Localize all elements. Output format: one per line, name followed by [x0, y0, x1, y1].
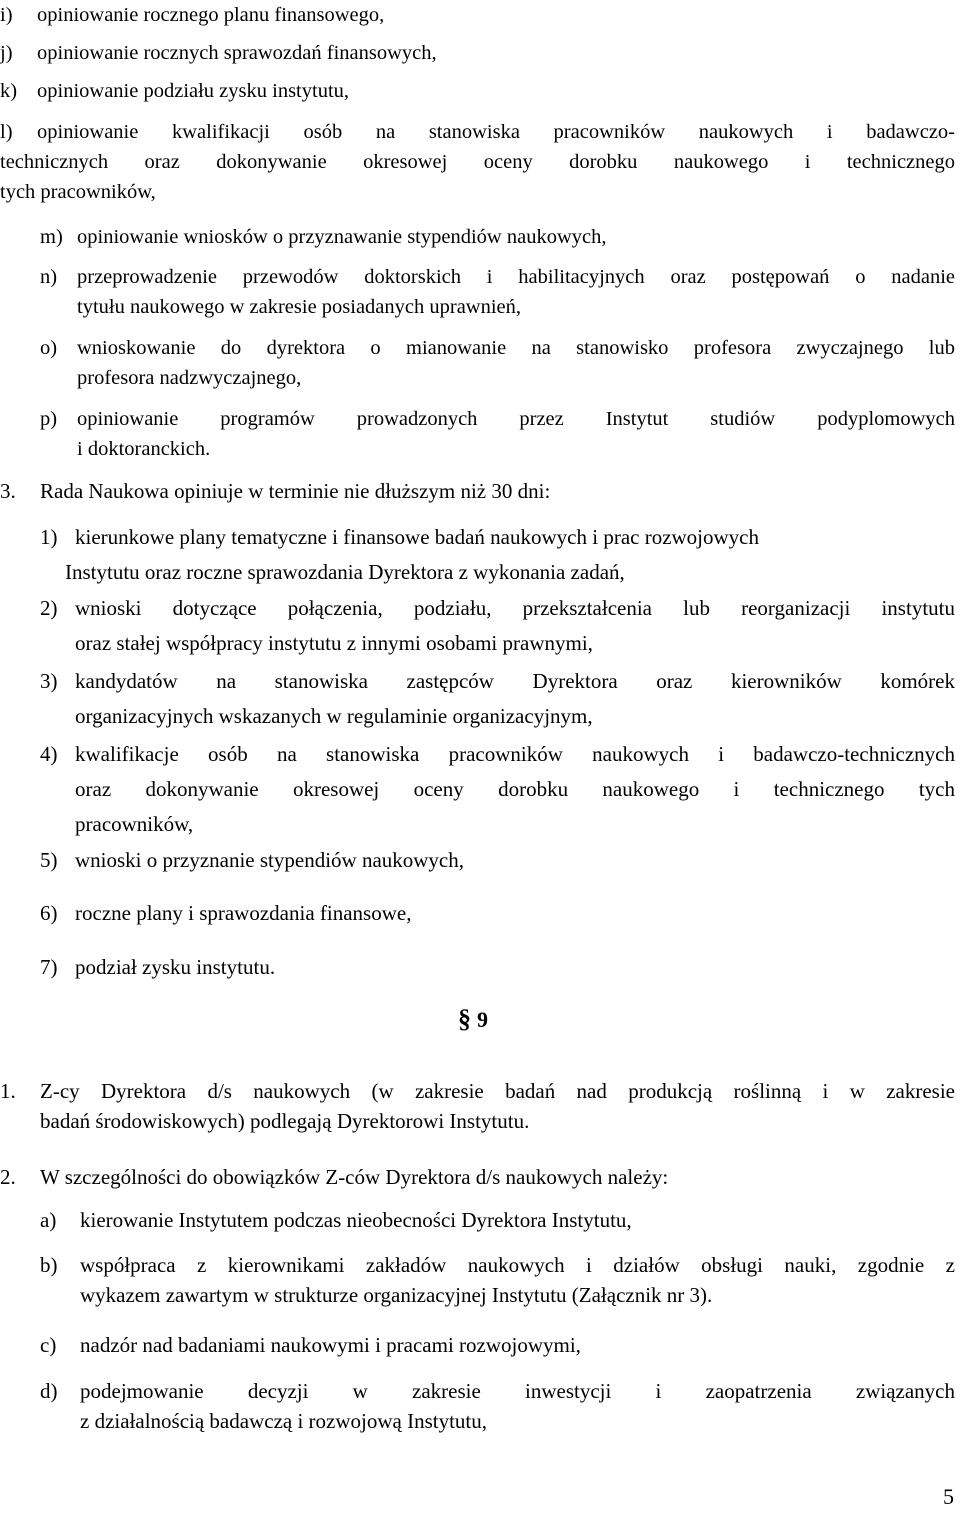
- list-item-text: oraz dokonywanie okresowej oceny dorobku naukowego i technicznego tych: [75, 777, 955, 801]
- list-item-text: kandydatów na stanowiska zastępców Dyrektora oraz kierowników komórek: [75, 669, 955, 693]
- list-marker: a): [40, 1208, 57, 1232]
- list-item-text: Instytutu oraz roczne sprawozdania Dyrektora z wykonania zadań,: [65, 560, 625, 584]
- list-item-text: wykazem zawartym w strukturze organizacyjnej Instytutu (Załącznik nr 3).: [80, 1283, 713, 1307]
- list-item-text: opiniowanie podziału zysku instytutu,: [37, 80, 350, 102]
- list-item-text: nadzór nad badaniami naukowymi i pracami rozwojowymi,: [80, 1333, 581, 1357]
- list-item-text: wnioski dotyczące połączenia, podziału, przekształcenia lub reorganizacji instytutu: [75, 596, 955, 620]
- list-item-5: [0, 843, 955, 878]
- paragraph-text: badań środowiskowych) podlegają Dyrektorowi Instytutu.: [40, 1109, 530, 1133]
- list-item-text: tych pracowników,: [0, 181, 156, 203]
- list-item-text: technicznych oraz dokonywanie okresowej oceny dorobku naukowego i technicznego: [0, 151, 955, 173]
- list-item-text: profesora nadzwyczajnego,: [77, 367, 302, 389]
- section-number: 9: [477, 1007, 488, 1032]
- list-item-n: [40, 262, 955, 322]
- list-item-l: [0, 117, 955, 207]
- list-item-text: kierunkowe plany tematyczne i finansowe badań naukowych i prac rozwojowych: [75, 525, 760, 549]
- list-item-text: opiniowanie rocznego planu finansowego,: [37, 4, 385, 26]
- list-marker: n): [40, 266, 58, 288]
- list-marker: i): [0, 4, 13, 26]
- list-marker: 7): [40, 955, 58, 979]
- list-item-text: opiniowanie programów prowadzonych przez Instytut studiów podyplomowych: [77, 408, 955, 430]
- section-symbol: §: [458, 1004, 471, 1033]
- list-marker: 6): [40, 901, 58, 925]
- list-item-a: [40, 1205, 955, 1235]
- list-item-text: wnioskowanie do dyrektora o mianowanie na stanowisko profesora zwyczajnego lub: [77, 337, 955, 359]
- list-item-text: roczne plany i sprawozdania finansowe,: [75, 901, 412, 925]
- list-item-m: [40, 222, 955, 252]
- list-item-text: podział zysku instytutu.: [75, 955, 276, 979]
- list-item-i: [0, 0, 960, 30]
- list-item-2: [0, 591, 955, 661]
- list-item-text: organizacyjnych wskazanych w regulaminie organizacyjnym,: [75, 704, 593, 728]
- list-marker: l): [0, 121, 13, 143]
- list-marker: 1.: [0, 1079, 16, 1103]
- section-point-3: [0, 474, 955, 509]
- list-marker: o): [40, 337, 58, 359]
- list-item-d: [40, 1376, 955, 1436]
- list-item-text: z działalnością badawczą i rozwojową Instytutu,: [80, 1409, 488, 1433]
- list-item-text: tytułu naukowego w zakresie posiadanych uprawnień,: [77, 296, 522, 318]
- list-item-text: i doktoranckich.: [77, 438, 211, 460]
- list-marker: k): [0, 80, 18, 102]
- list-marker: 2): [40, 596, 58, 620]
- list-marker: c): [40, 1333, 57, 1357]
- list-marker: 2.: [0, 1165, 16, 1189]
- list-item-j: [0, 38, 960, 68]
- list-marker: p): [40, 408, 58, 430]
- list-item-o: [40, 333, 955, 393]
- list-item-k: [0, 76, 960, 106]
- list-item-6: [0, 896, 955, 931]
- list-item-text: opiniowanie rocznych sprawozdań finansowych,: [37, 42, 437, 64]
- list-item-text: kwalifikacje osób na stanowiska pracowników naukowych i badawczo-technicznych: [75, 742, 955, 766]
- list-item-3: [0, 664, 955, 734]
- list-item-text: pracowników,: [75, 812, 194, 836]
- list-item-4: [0, 737, 955, 842]
- paragraph-text: W szczególności do obowiązków Z-ców Dyrektora d/s naukowych należy:: [40, 1165, 669, 1189]
- list-item-7: [0, 950, 955, 985]
- list-item-p: [40, 404, 955, 464]
- list-marker: 3.: [0, 479, 16, 503]
- list-marker: d): [40, 1379, 58, 1403]
- list-item-text: współpraca z kierownikami zakładów naukowych i działów obsługi nauki, zgodnie z: [80, 1253, 955, 1277]
- list-marker: j): [0, 42, 13, 64]
- list-marker: 5): [40, 848, 58, 872]
- list-item-text: przeprowadzenie przewodów doktorskich i habilitacyjnych oraz postępowań o nadanie: [77, 266, 955, 288]
- list-marker: 4): [40, 742, 58, 766]
- list-item-text: opiniowanie wniosków o przyznawanie stypendiów naukowych,: [77, 226, 607, 248]
- list-item-text: podejmowanie decyzji w zakresie inwestycji i zaopatrzenia związanych: [80, 1379, 955, 1403]
- list-item-1: [0, 520, 955, 590]
- list-item-text: opiniowanie kwalifikacji osób na stanowiska pracowników naukowych i badawczo-: [37, 121, 955, 143]
- list-marker: 1): [40, 525, 58, 549]
- list-item-c: [40, 1330, 955, 1360]
- paragraph-2: [0, 1162, 955, 1192]
- list-marker: b): [40, 1253, 58, 1277]
- list-item-b: [40, 1250, 955, 1310]
- list-item-text: wnioski o przyznanie stypendiów naukowych,: [75, 848, 465, 872]
- paragraph-1: [0, 1076, 955, 1136]
- page-number: 5: [943, 1484, 954, 1509]
- section-heading: [458, 1004, 488, 1034]
- point-text: Rada Naukowa opiniuje w terminie nie dłuższym niż 30 dni:: [40, 479, 551, 503]
- list-marker: 3): [40, 669, 58, 693]
- list-marker: m): [40, 226, 63, 248]
- paragraph-text: Z-cy Dyrektora d/s naukowych (w zakresie badań nad produkcją roślinną i w zakresie: [40, 1079, 955, 1103]
- list-item-text: oraz stałej współpracy instytutu z innymi osobami prawnymi,: [75, 631, 593, 655]
- list-item-text: kierowanie Instytutem podczas nieobecności Dyrektora Instytutu,: [80, 1208, 632, 1232]
